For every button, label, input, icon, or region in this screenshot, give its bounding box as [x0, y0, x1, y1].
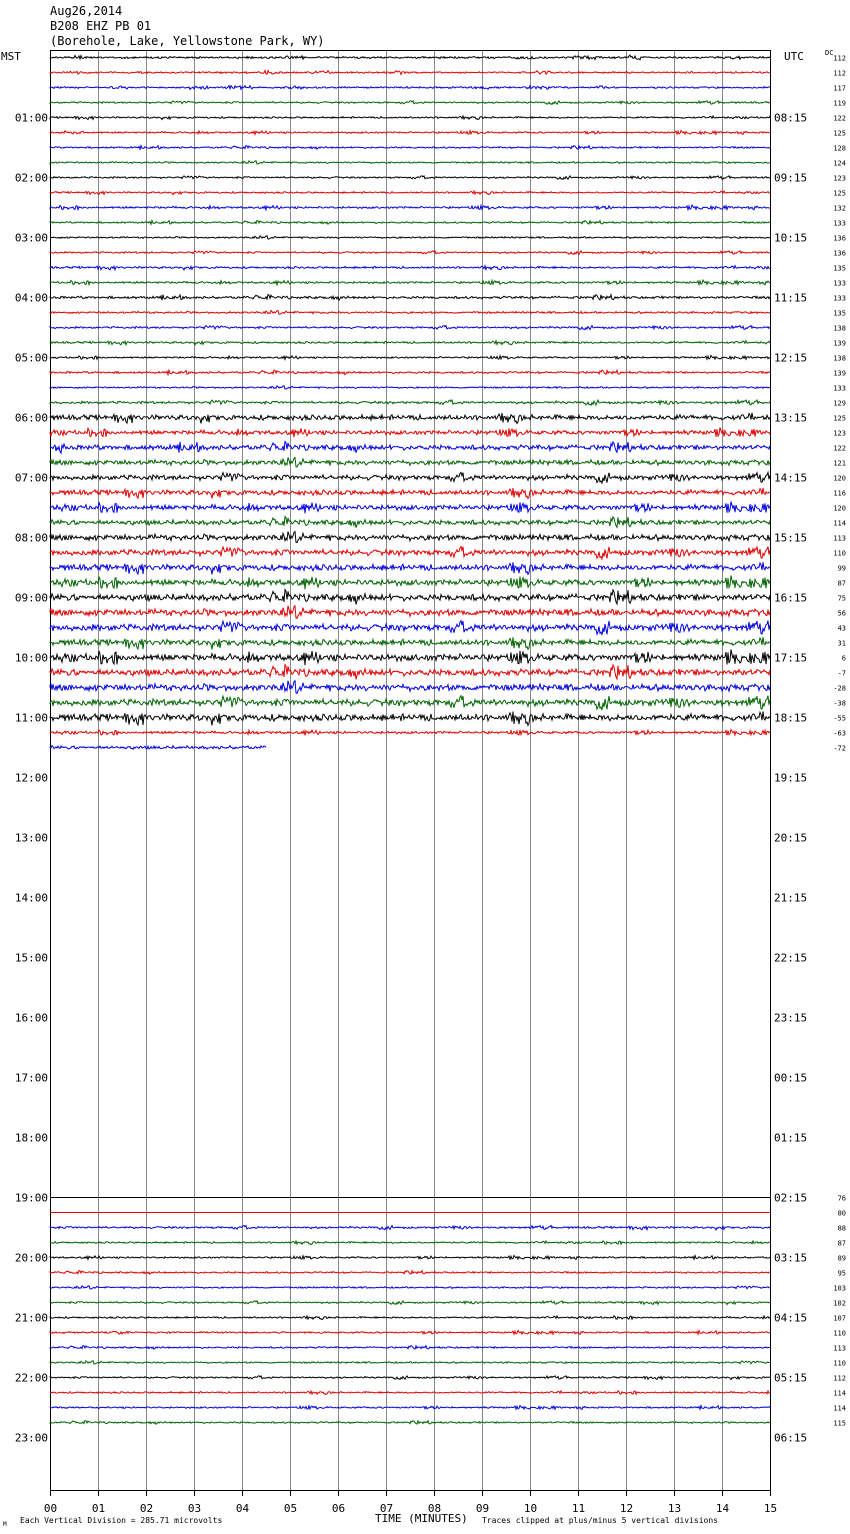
hour-label-mst: 04:00 — [14, 291, 48, 305]
seismic-trace — [50, 472, 770, 483]
seismic-trace — [50, 532, 770, 543]
seismic-trace — [50, 55, 770, 60]
seismic-trace — [50, 400, 770, 405]
dc-offset-label: 80 — [837, 1209, 846, 1218]
seismic-trace — [50, 266, 770, 270]
dc-offset-label: 113 — [833, 534, 846, 543]
hour-label-mst: 15:00 — [14, 951, 48, 965]
x-tick-label: 05 — [283, 1502, 298, 1515]
seismic-trace — [50, 442, 770, 454]
dc-offset-label: 107 — [833, 1314, 846, 1323]
hour-label-mst: 02:00 — [14, 171, 48, 185]
dc-offset-label: 125 — [833, 129, 846, 138]
seismic-trace — [50, 1256, 770, 1260]
dc-offset-label: 31 — [837, 639, 846, 648]
corner-mark: M — [3, 1521, 7, 1528]
hour-label-mst: 05:00 — [14, 351, 48, 365]
hour-label-mst: 13:00 — [14, 831, 48, 845]
dc-offset-label: -38 — [833, 699, 846, 708]
seismic-trace — [50, 590, 770, 605]
x-tick-label: 01 — [91, 1502, 106, 1515]
seismic-trace — [50, 146, 770, 150]
seismic-trace — [50, 1286, 770, 1289]
dc-offset-label: 75 — [837, 594, 846, 603]
seismic-trace — [50, 205, 770, 210]
seismic-trace — [50, 665, 770, 680]
seismic-trace — [50, 547, 770, 559]
seismic-trace — [50, 386, 770, 389]
dc-offset-label: 133 — [833, 279, 846, 288]
dc-offset-label: 120 — [833, 504, 846, 513]
dc-offset-label: 114 — [833, 1389, 846, 1398]
hour-label-mst: 23:00 — [14, 1431, 48, 1445]
chart-station: B208 EHZ PB 01 — [50, 19, 152, 33]
seismic-trace — [50, 71, 770, 75]
dc-offset-label: 117 — [833, 84, 846, 93]
dc-offset-label: 125 — [833, 189, 846, 198]
dc-offset-label: 87 — [837, 1239, 846, 1248]
seismic-trace — [50, 576, 770, 590]
dc-offset-label: 110 — [833, 1329, 846, 1338]
dc-offset-label: 135 — [833, 264, 846, 273]
hour-label-utc: 19:15 — [774, 771, 808, 785]
hour-label-utc: 08:15 — [774, 111, 808, 125]
seismic-trace — [50, 326, 770, 330]
dc-offset-label: 136 — [833, 249, 846, 258]
seismic-trace — [50, 221, 770, 225]
dc-offset-label: 103 — [833, 1284, 846, 1293]
hour-label-utc: 21:15 — [774, 891, 808, 905]
seismic-trace — [50, 502, 770, 514]
left-timezone-label: MST — [1, 50, 21, 63]
seismic-trace — [50, 637, 770, 649]
dc-offset-label: 119 — [833, 99, 846, 108]
hour-label-mst: 08:00 — [14, 531, 48, 545]
hour-label-mst: 10:00 — [14, 651, 48, 665]
dc-offset-label: 43 — [837, 624, 846, 633]
dc-offset-label: 133 — [833, 294, 846, 303]
hour-label-mst: 16:00 — [14, 1011, 48, 1025]
seismic-trace — [50, 428, 770, 438]
seismic-trace — [50, 341, 770, 345]
hour-label-utc: 16:15 — [774, 591, 808, 605]
x-tick-label: 12 — [619, 1502, 634, 1515]
dc-offset-label: 76 — [837, 1194, 846, 1203]
hour-label-utc: 22:15 — [774, 951, 808, 965]
hour-label-mst: 22:00 — [14, 1371, 48, 1385]
dc-offset-label: 102 — [833, 1299, 846, 1308]
seismic-trace — [50, 356, 770, 360]
dc-offset-label: 116 — [833, 489, 846, 498]
seismic-trace — [50, 606, 770, 619]
seismic-trace — [50, 413, 770, 424]
dc-offset-label: 138 — [833, 354, 846, 363]
dc-offset-label: 139 — [833, 369, 846, 378]
seismic-trace — [50, 1421, 770, 1425]
seismic-trace — [50, 1376, 770, 1380]
hour-label-mst: 11:00 — [14, 711, 48, 725]
x-tick-label: 13 — [667, 1502, 682, 1515]
hour-label-utc: 06:15 — [774, 1431, 808, 1445]
dc-offset-label: 6 — [841, 654, 846, 663]
seismic-trace — [50, 730, 770, 736]
dc-offset-label: 120 — [833, 474, 846, 483]
seismic-trace — [50, 295, 770, 301]
dc-offset-label: -55 — [833, 714, 846, 723]
seismic-trace — [50, 1361, 770, 1364]
hour-label-utc: 10:15 — [774, 231, 808, 245]
dc-offset-label: 132 — [833, 204, 846, 213]
seismic-trace — [50, 311, 770, 315]
dc-offset-label: -63 — [833, 729, 846, 738]
dc-offset-label: 114 — [833, 519, 846, 528]
hour-label-utc: 01:15 — [774, 1131, 808, 1145]
dc-column-label: DC — [825, 49, 834, 57]
seismic-trace — [50, 280, 770, 285]
seismic-trace — [50, 696, 770, 710]
x-tick-label: 02 — [139, 1502, 154, 1515]
hour-label-mst: 06:00 — [14, 411, 48, 425]
seismic-trace — [50, 1301, 770, 1305]
hour-label-mst: 07:00 — [14, 471, 48, 485]
seismic-trace — [50, 176, 770, 180]
seismic-trace — [50, 116, 770, 120]
x-axis-label: TIME (MINUTES) — [375, 1512, 468, 1525]
seismic-trace — [50, 161, 770, 164]
hour-label-utc: 14:15 — [774, 471, 808, 485]
hour-label-mst: 14:00 — [14, 891, 48, 905]
dc-offset-label: 114 — [833, 1404, 846, 1413]
hour-label-utc: 18:15 — [774, 711, 808, 725]
seismic-trace — [50, 650, 770, 666]
hour-label-mst: 17:00 — [14, 1071, 48, 1085]
x-tick-label: 07 — [379, 1502, 394, 1515]
hour-label-mst: 09:00 — [14, 591, 48, 605]
dc-offset-label: 95 — [837, 1269, 846, 1278]
dc-offset-label: 122 — [833, 444, 846, 453]
seismic-trace — [50, 1331, 770, 1335]
seismic-trace — [50, 488, 770, 499]
dc-offset-label: 128 — [833, 144, 846, 153]
dc-offset-label: -28 — [833, 684, 846, 693]
x-tick-label: 06 — [331, 1502, 346, 1515]
dc-offset-label: 56 — [837, 609, 846, 618]
hour-label-utc: 05:15 — [774, 1371, 808, 1385]
dc-offset-label: 113 — [833, 1344, 846, 1353]
dc-offset-label: 112 — [833, 54, 846, 63]
hour-label-utc: 15:15 — [774, 531, 808, 545]
seismic-trace — [50, 621, 770, 635]
hour-label-utc: 03:15 — [774, 1251, 808, 1265]
dc-offset-label: 89 — [837, 1254, 846, 1263]
hour-label-mst: 18:00 — [14, 1131, 48, 1145]
hour-label-mst: 19:00 — [14, 1191, 48, 1205]
hour-label-mst: 01:00 — [14, 111, 48, 125]
x-tick-label: 08 — [427, 1502, 442, 1515]
dc-offset-label: 112 — [833, 69, 846, 78]
hour-label-utc: 09:15 — [774, 171, 808, 185]
x-tick-label: 10 — [523, 1502, 538, 1515]
dc-offset-label: 123 — [833, 174, 846, 183]
x-tick-label: 11 — [571, 1502, 586, 1515]
hour-label-mst: 21:00 — [14, 1311, 48, 1325]
hour-label-utc: 11:15 — [774, 291, 808, 305]
hour-label-mst: 20:00 — [14, 1251, 48, 1265]
dc-offset-label: 121 — [833, 459, 846, 468]
dc-offset-label: 136 — [833, 234, 846, 243]
x-tick-label: 09 — [475, 1502, 490, 1515]
seismic-trace — [50, 1271, 770, 1275]
chart-date: Aug26,2014 — [50, 4, 123, 18]
seismic-trace — [50, 1316, 770, 1320]
dc-offset-label: 110 — [833, 549, 846, 558]
dc-offset-label: 110 — [833, 1359, 846, 1368]
chart-location: (Borehole, Lake, Yellowstone Park, WY) — [50, 34, 325, 48]
dc-offset-label: -72 — [833, 744, 846, 753]
hour-label-utc: 12:15 — [774, 351, 808, 365]
seismic-trace — [50, 517, 770, 528]
right-timezone-label: UTC — [784, 50, 804, 63]
hour-label-mst: 12:00 — [14, 771, 48, 785]
seismic-trace — [50, 1346, 770, 1350]
dc-offset-label: 123 — [833, 429, 846, 438]
seismic-trace — [50, 370, 770, 375]
x-tick-label: 04 — [235, 1502, 250, 1515]
dc-offset-label: 125 — [833, 414, 846, 423]
dc-offset-label: 139 — [833, 339, 846, 348]
dc-offset-label: 99 — [837, 564, 846, 573]
hour-label-utc: 04:15 — [774, 1311, 808, 1325]
dc-offset-label: -7 — [837, 669, 846, 678]
dc-offset-label: 135 — [833, 309, 846, 318]
hour-label-utc: 20:15 — [774, 831, 808, 845]
seismic-trace — [50, 711, 770, 725]
dc-offset-label: 122 — [833, 114, 846, 123]
x-tick-label: 15 — [763, 1502, 778, 1515]
dc-offset-label: 115 — [833, 1419, 846, 1428]
dc-offset-label: 87 — [837, 579, 846, 588]
seismic-trace — [50, 1391, 770, 1395]
seismic-trace — [50, 681, 770, 694]
seismic-trace — [50, 191, 770, 195]
seismic-trace — [50, 1406, 770, 1410]
dc-offset-label: 129 — [833, 399, 846, 408]
seismic-trace — [50, 236, 770, 239]
dc-offset-label: 138 — [833, 324, 846, 333]
hour-label-utc: 23:15 — [774, 1011, 808, 1025]
hour-label-mst: 03:00 — [14, 231, 48, 245]
dc-offset-label: 133 — [833, 384, 846, 393]
dc-offset-label: 133 — [833, 219, 846, 228]
hour-label-utc: 00:15 — [774, 1071, 808, 1085]
seismic-trace — [50, 101, 770, 105]
dc-offset-label: 124 — [833, 159, 846, 168]
clip-note: Traces clipped at plus/minus 5 vertical divisions — [482, 1516, 719, 1525]
x-tick-label: 03 — [187, 1502, 202, 1515]
seismic-trace — [50, 457, 770, 467]
scale-note: Each Vertical Division = 285.71 microvolts — [20, 1516, 223, 1525]
seismic-trace — [50, 562, 770, 574]
seismic-trace — [50, 131, 770, 135]
dc-offset-label: 112 — [833, 1374, 846, 1383]
hour-label-utc: 02:15 — [774, 1191, 808, 1205]
hour-label-utc: 17:15 — [774, 651, 808, 665]
seismic-trace — [50, 746, 266, 750]
seismic-trace — [50, 86, 770, 90]
seismic-trace — [50, 1226, 770, 1230]
x-tick-label: 00 — [43, 1502, 58, 1515]
hour-label-utc: 13:15 — [774, 411, 808, 425]
x-tick-label: 14 — [715, 1502, 730, 1515]
dc-offset-label: 88 — [837, 1224, 846, 1233]
seismic-trace — [50, 251, 770, 255]
seismic-trace — [50, 1241, 770, 1245]
